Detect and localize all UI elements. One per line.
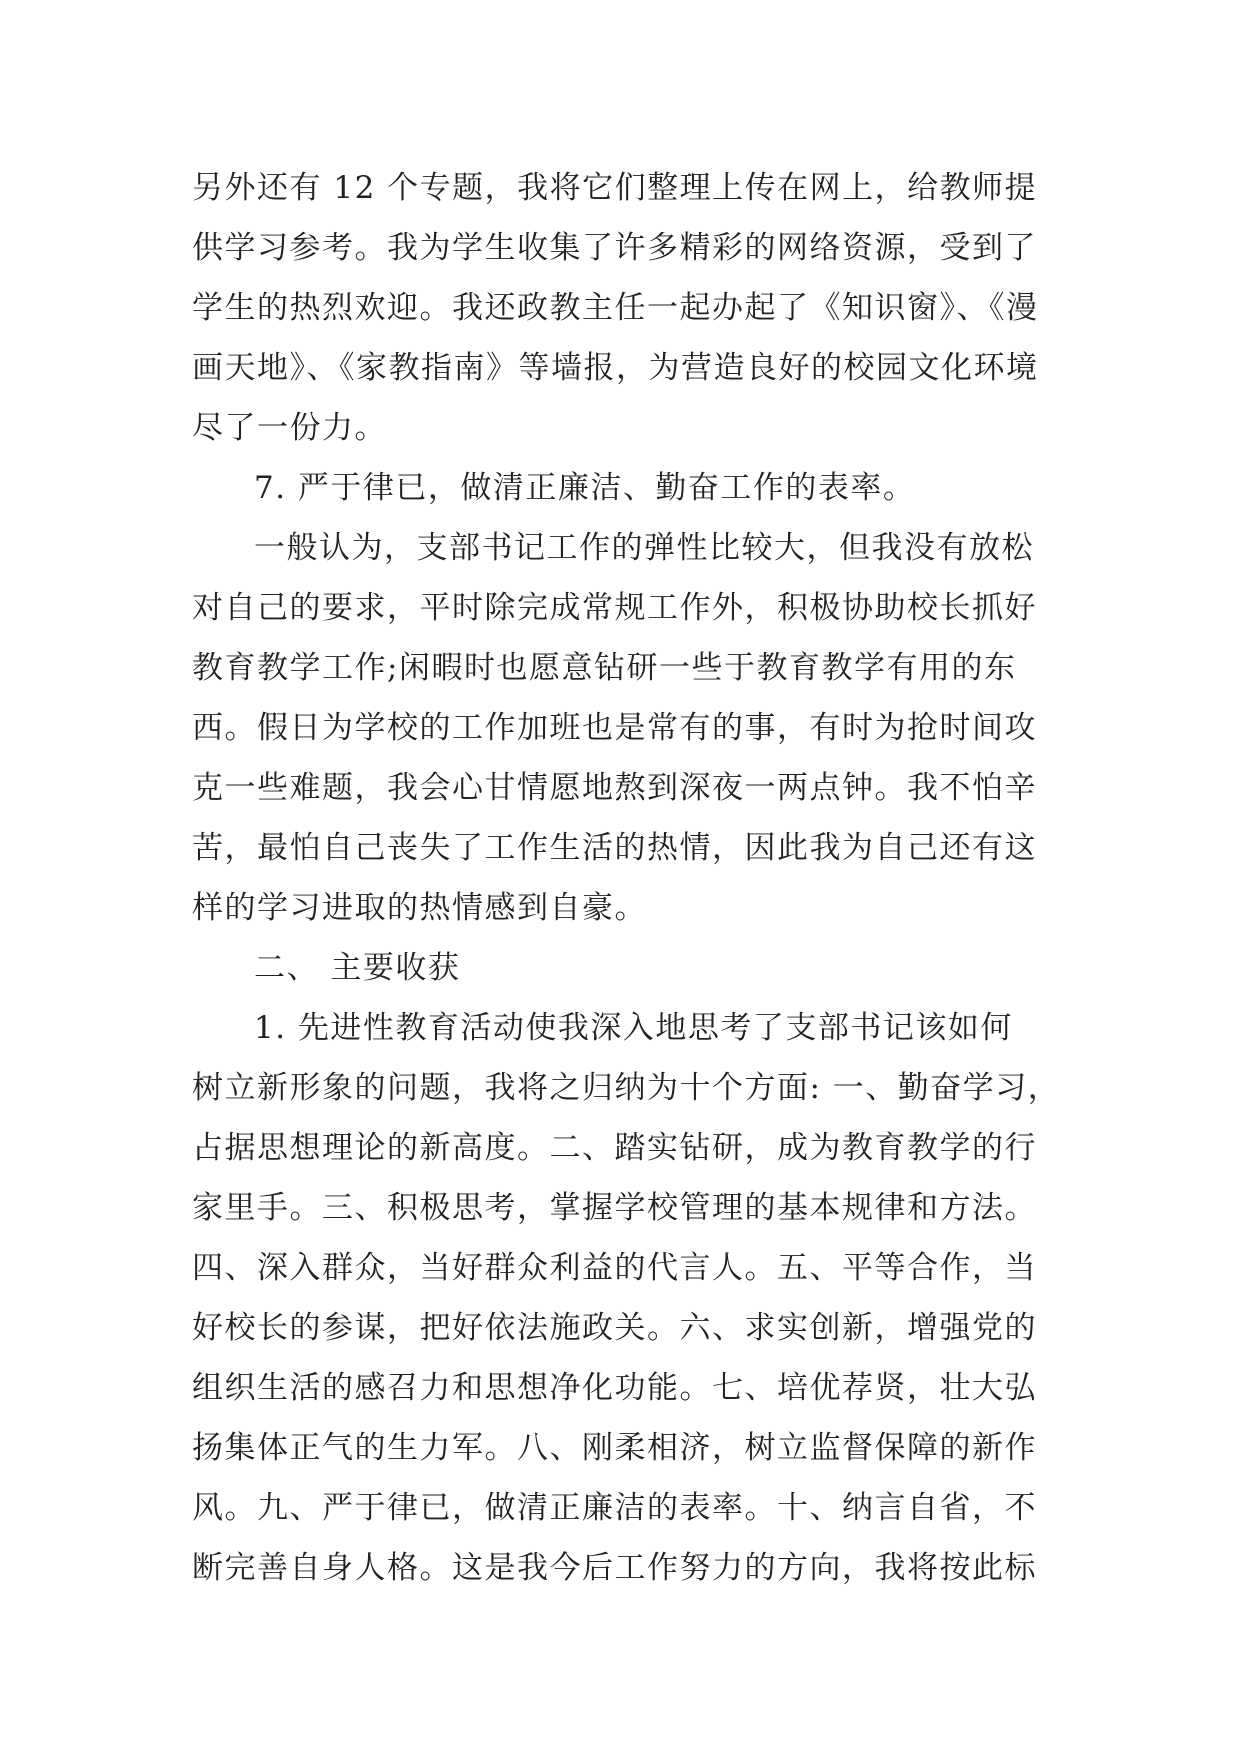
body-text	[192, 158, 1072, 1598]
text-line: 苦，最怕自己丧失了工作生活的热情，因此我为自己还有这	[192, 830, 1037, 866]
text-line: 对自己的要求，平时除完成常规工作外，积极协助校长抓好	[192, 590, 1037, 626]
text-line: 四、深入群众，当好群众利益的代言人。五、平等合作，当	[192, 1250, 1037, 1286]
paragraph-start: 1. 先进性教育活动使我深入地思考了支部书记该如何	[254, 1010, 1013, 1046]
paragraph-start: 一般认为，支部书记工作的弹性比较大，但我没有放松	[254, 530, 1034, 566]
list-item-heading: 7. 严于律已，做清正廉洁、勤奋工作的表率。	[254, 470, 916, 506]
text-line: 另外还有 12 个专题，我将它们整理上传在网上，给教师提	[192, 170, 1038, 206]
text-line: 样的学习进取的热情感到自豪。	[192, 890, 647, 926]
text-line: 画天地》、《家教指南》等墙报，为营造良好的校园文化环境	[192, 350, 1039, 386]
text-line: 风。九、严于律已，做清正廉洁的表率。十、纳言自省，不	[192, 1490, 1037, 1526]
text-line: 好校长的参谋，把好依法施政关。六、求实创新，增强党的	[192, 1310, 1037, 1346]
text-line: 断完善自身人格。这是我今后工作努力的方向，我将按此标	[192, 1550, 1037, 1586]
text-line: 供学习参考。我为学生收集了许多精彩的网络资源，受到了	[192, 230, 1037, 266]
text-line: 占据思想理论的新高度。二、踏实钻研，成为教育教学的行	[192, 1130, 1037, 1166]
section-heading: 二、 主要收获	[254, 950, 461, 986]
text-line: 尽了一份力。	[192, 410, 387, 446]
text-line: 树立新形象的问题，我将之归纳为十个方面: 一、勤奋学习，	[192, 1070, 1061, 1106]
text-line: 教育教学工作;闲暇时也愿意钻研一些于教育教学有用的东	[192, 650, 1017, 686]
text-line: 家里手。三、积极思考，掌握学校管理的基本规律和方法。	[192, 1190, 1037, 1226]
text-line: 组织生活的感召力和思想净化功能。七、培优荐贤，壮大弘	[192, 1370, 1037, 1406]
text-line: 克一些难题，我会心甘情愿地熬到深夜一两点钟。我不怕辛	[192, 770, 1037, 806]
text-line: 西。假日为学校的工作加班也是常有的事，有时为抢时间攻	[192, 710, 1037, 746]
text-line: 扬集体正气的生力军。八、刚柔相济，树立监督保障的新作	[192, 1430, 1037, 1466]
text-line: 学生的热烈欢迎。我还政教主任一起办起了《知识窗》、《漫	[192, 290, 1039, 326]
